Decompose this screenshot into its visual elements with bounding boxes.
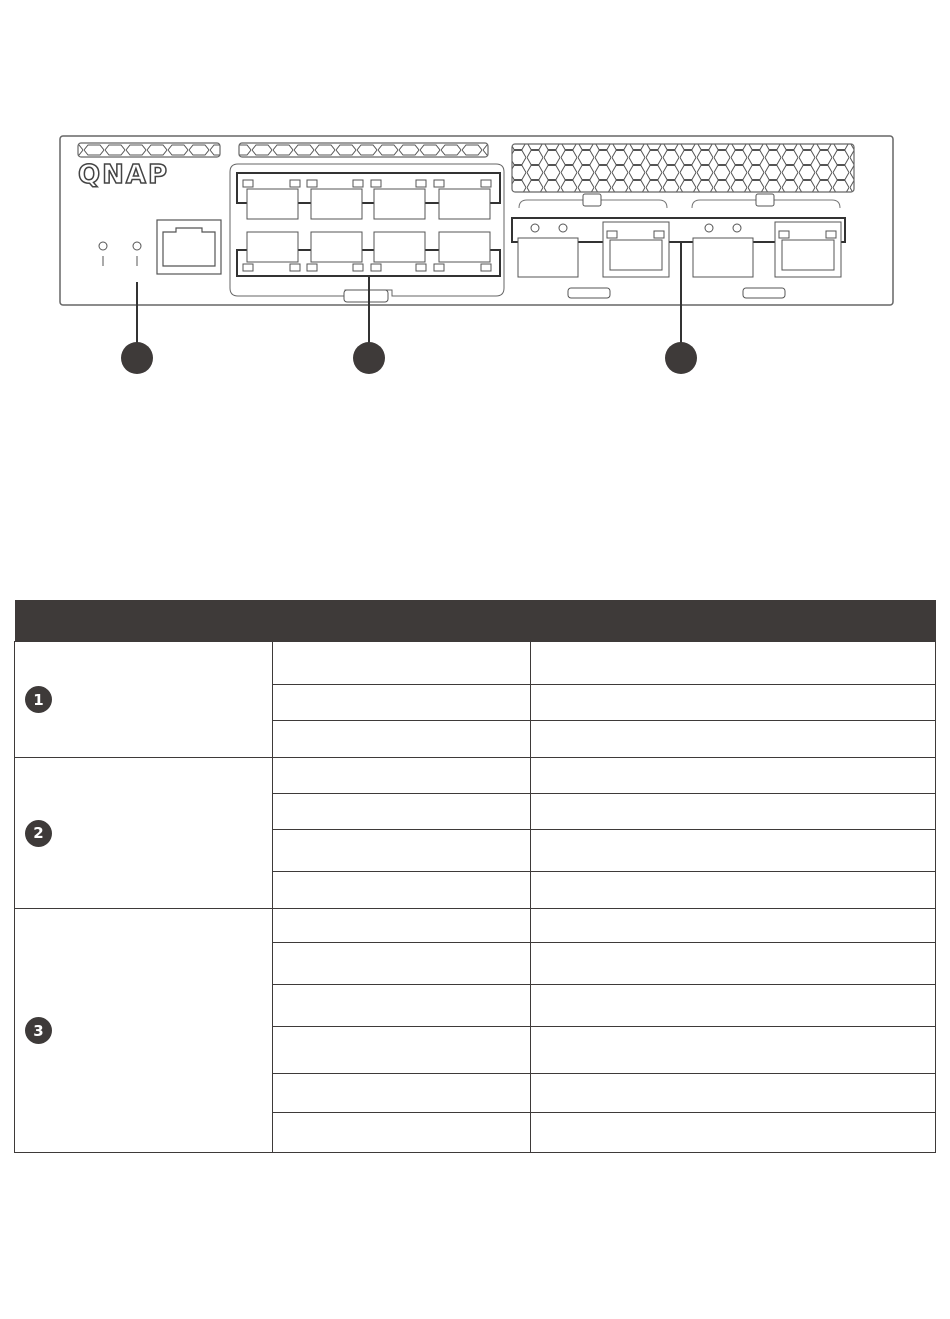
rj45-port-icon xyxy=(439,189,490,219)
led-indicator-icon xyxy=(99,242,107,250)
table-cell xyxy=(531,985,936,1027)
table-cell xyxy=(531,685,936,721)
table-cell xyxy=(273,642,531,685)
group-cell xyxy=(15,758,273,909)
callout-badge: 1 xyxy=(25,686,52,713)
rj45-port-icon xyxy=(374,189,425,219)
table-cell xyxy=(531,758,936,794)
led-indicator-icon xyxy=(133,242,141,250)
brand-logo: QNAP xyxy=(78,160,170,190)
header-cell xyxy=(531,600,936,642)
callout-badge: 2 xyxy=(25,820,52,847)
sfp-port-icon xyxy=(518,238,578,277)
table-cell xyxy=(273,985,531,1027)
management-port xyxy=(157,220,221,274)
table-cell xyxy=(273,830,531,872)
table-cell xyxy=(273,943,531,985)
table-cell xyxy=(273,1113,531,1153)
callout-circle-icon xyxy=(665,342,697,374)
rj45-port-icon xyxy=(247,189,298,219)
rj45-port-icon xyxy=(374,232,425,262)
table-cell xyxy=(273,721,531,758)
table-cell xyxy=(531,830,936,872)
table-row xyxy=(15,642,936,685)
table-cell xyxy=(531,909,936,943)
table-cell xyxy=(273,1027,531,1074)
table-row xyxy=(15,758,936,794)
vent-panel-right xyxy=(512,144,854,192)
table-cell xyxy=(273,1074,531,1113)
rj45-port-icon xyxy=(439,232,490,262)
table-header xyxy=(15,600,936,642)
rj45-port-icon xyxy=(311,189,362,219)
table-row xyxy=(15,909,936,943)
vent-strip-middle xyxy=(239,143,488,157)
header-cell xyxy=(15,600,273,642)
table-cell xyxy=(531,1074,936,1113)
rj45-port-icon xyxy=(610,240,662,270)
callout-badge: 3 xyxy=(25,1017,52,1044)
rj45-port-icon xyxy=(782,240,834,270)
table-cell xyxy=(531,642,936,685)
table-cell xyxy=(531,1027,936,1074)
table-cell xyxy=(531,872,936,909)
table-cell xyxy=(531,1113,936,1153)
table-cell xyxy=(531,794,936,830)
table-cell xyxy=(531,721,936,758)
sfp-port-icon xyxy=(693,238,753,277)
vent-strip-left xyxy=(78,143,220,157)
table-cell xyxy=(531,943,936,985)
rj45-port-icon xyxy=(311,232,362,262)
callout-circle-icon xyxy=(353,342,385,374)
table-cell xyxy=(273,909,531,943)
table-cell xyxy=(273,758,531,794)
component-table xyxy=(14,600,936,1153)
table-cell xyxy=(273,685,531,721)
header-cell xyxy=(273,600,531,642)
table-cell xyxy=(273,872,531,909)
group-cell xyxy=(15,642,273,758)
table-cell xyxy=(273,794,531,830)
group-cell xyxy=(15,909,273,1153)
rj45-port-icon xyxy=(247,232,298,262)
switch-front-panel-figure xyxy=(0,0,950,400)
callout-circle-icon xyxy=(121,342,153,374)
